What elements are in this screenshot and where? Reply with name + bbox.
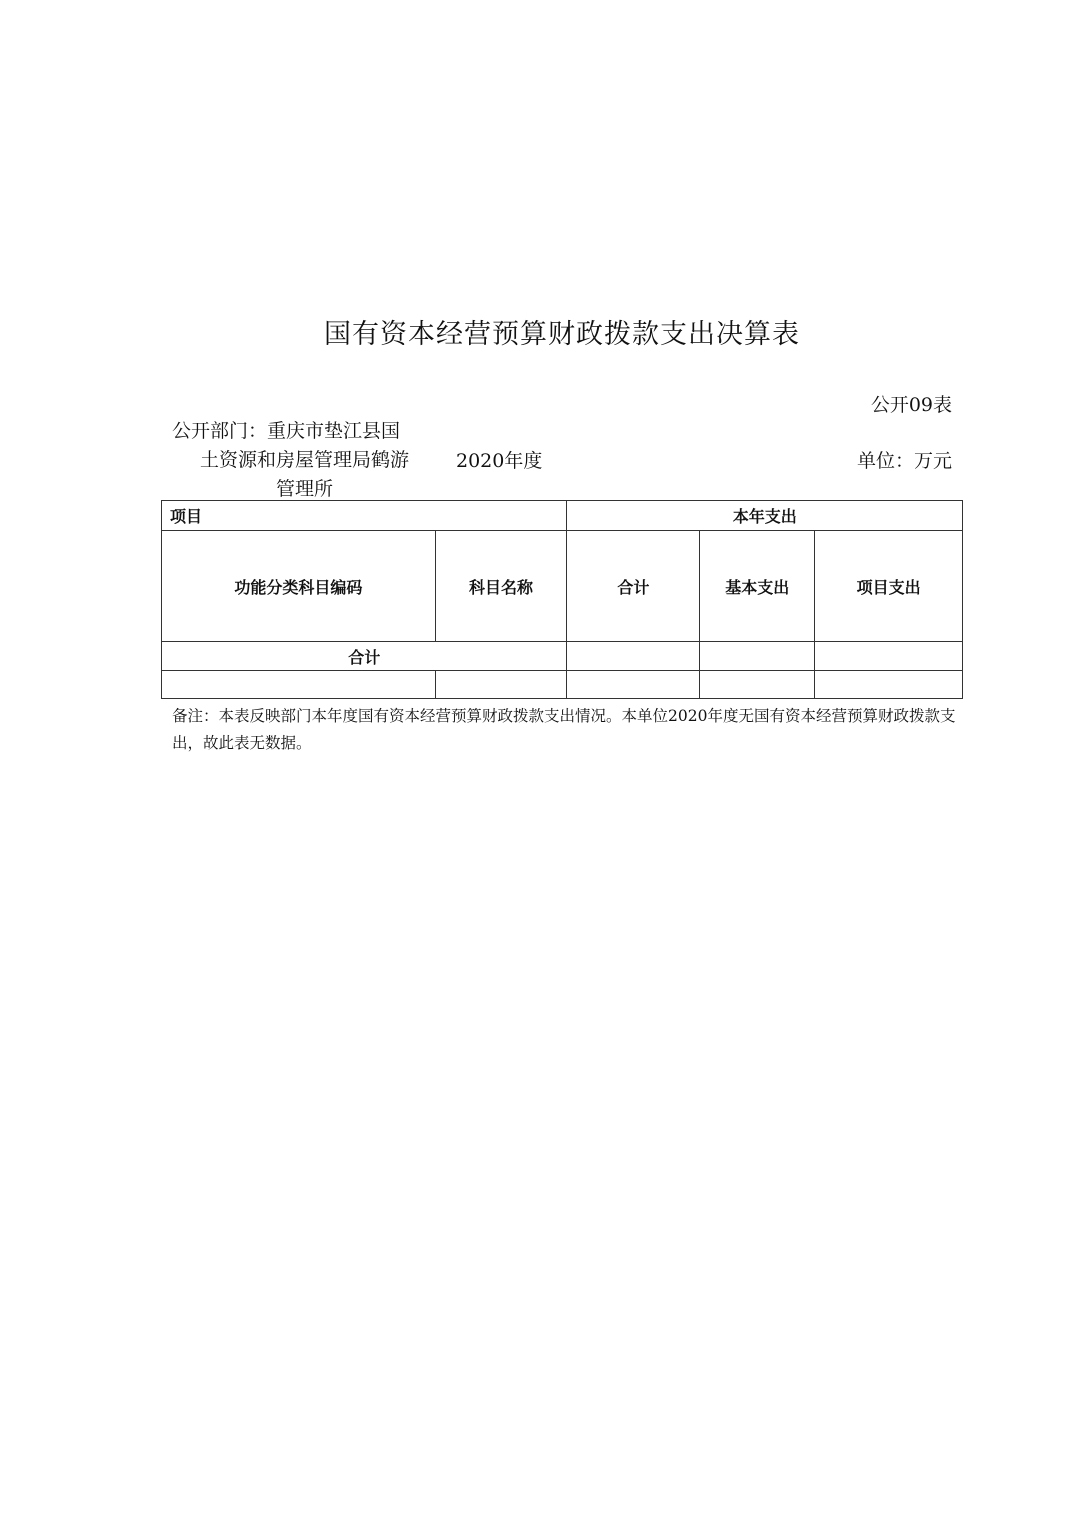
- form-number: 公开09表: [870, 394, 952, 416]
- empty-cell: [700, 671, 815, 699]
- empty-cell: [162, 671, 436, 699]
- footnote: 备注：本表反映部门本年度国有资本经营预算财政拨款支出情况。本单位2020年度无国有资本经营预算财政拨款支出，故此表无数据。: [172, 707, 956, 752]
- col-total: 合计: [567, 531, 700, 642]
- header-row-1: [162, 501, 963, 531]
- empty-cell: [567, 671, 700, 699]
- header-project: 项目: [162, 501, 567, 531]
- fiscal-year: 2020年度: [456, 450, 543, 472]
- col-basic-expense: 基本支出: [700, 531, 815, 642]
- total-row: [162, 642, 963, 671]
- total-value-cell: [567, 642, 700, 671]
- unit-label: 单位：万元: [856, 450, 952, 472]
- budget-table: [161, 500, 963, 699]
- total-project-cell: [815, 642, 963, 671]
- empty-cell: [435, 671, 567, 699]
- col-subject-name: 科目名称: [435, 531, 567, 642]
- header-current-year: 本年支出: [567, 501, 963, 531]
- department-info: [172, 417, 437, 504]
- department-line-3: 管理所: [275, 478, 333, 500]
- page-title: 国有资本经营预算财政拨款支出决算表: [324, 319, 800, 350]
- col-project-expense: 项目支出: [815, 531, 963, 642]
- header-row-2: [162, 531, 963, 642]
- empty-data-row: [162, 671, 963, 699]
- empty-cell: [815, 671, 963, 699]
- total-basic-cell: [700, 642, 815, 671]
- department-line-1: 公开部门：重庆市垫江县国: [172, 420, 401, 442]
- total-row-label: 合计: [162, 642, 567, 671]
- department-line-2: 土资源和房屋管理局鹤游: [199, 449, 409, 471]
- col-function-code: 功能分类科目编码: [162, 531, 436, 642]
